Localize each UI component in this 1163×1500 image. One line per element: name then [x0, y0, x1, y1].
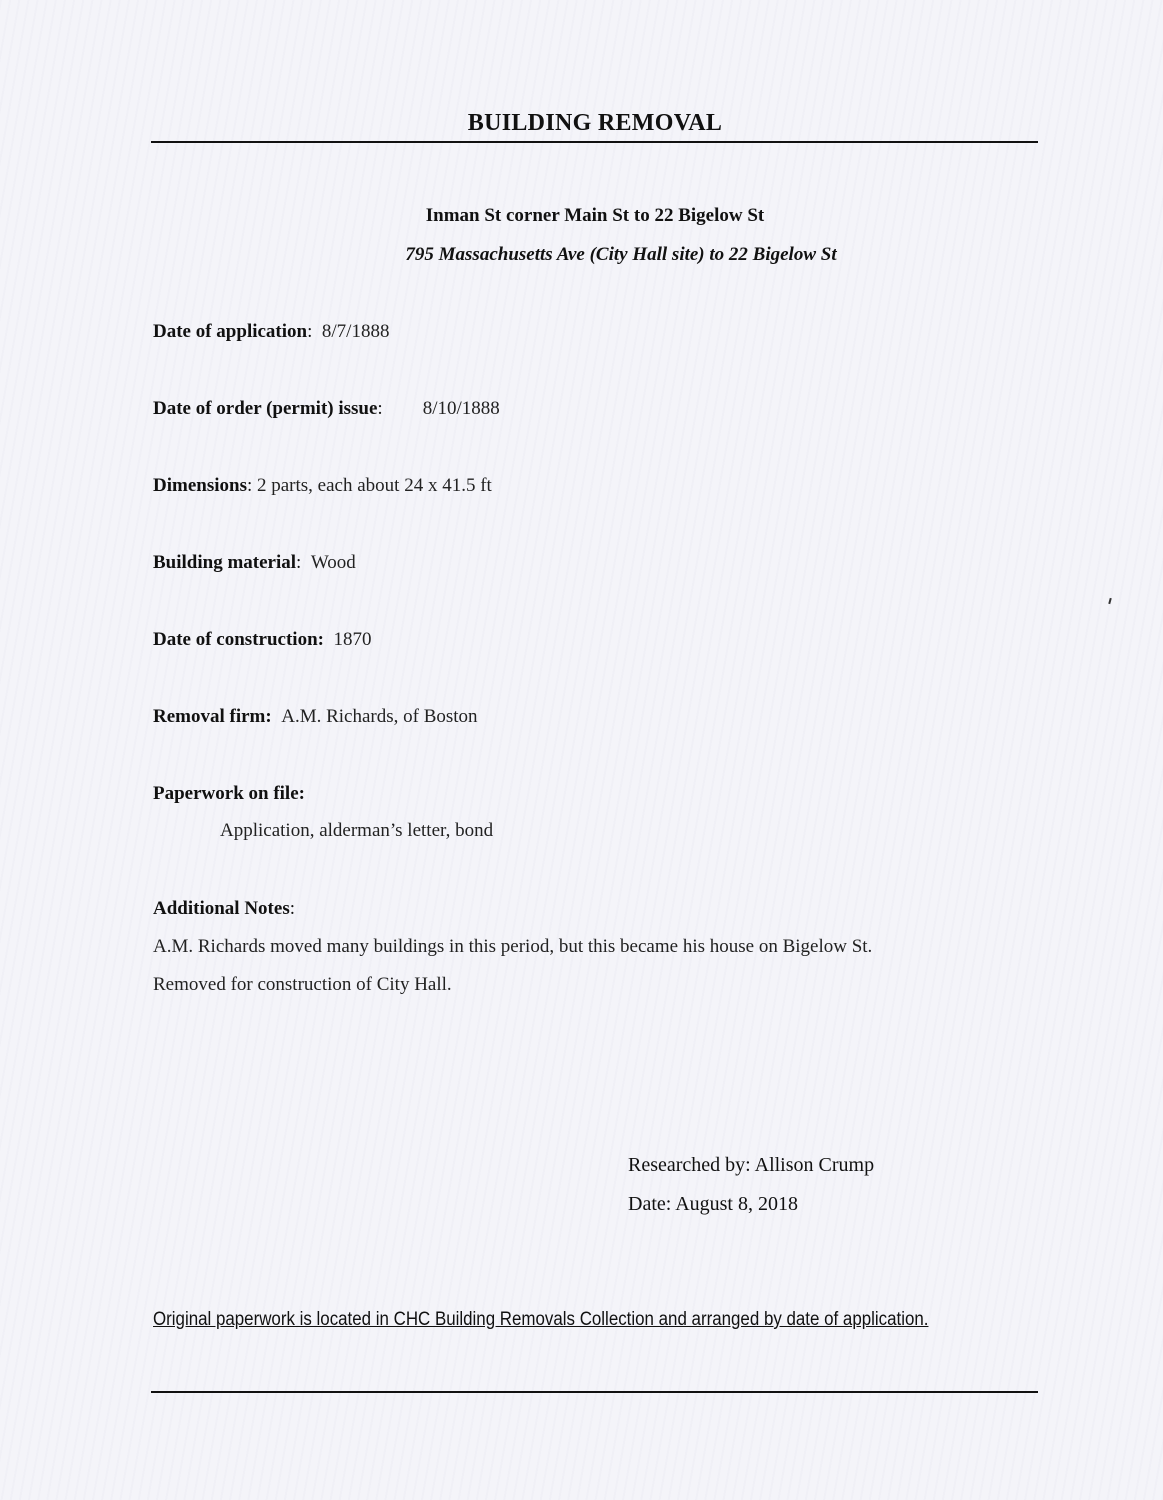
page-title: BUILDING REMOVAL [467, 110, 723, 136]
field-label: Dimensions [153, 475, 247, 496]
field-label: Date of construction: [153, 629, 324, 650]
notes-line: A.M. Richards moved many buildings in this period, but this became his house on Bigelow St. [153, 936, 873, 957]
notes-line: Removed for construction of City Hall. [153, 974, 452, 995]
scan-speck [1108, 598, 1111, 604]
bottom-rule [151, 1391, 1038, 1393]
researched-by: Researched by: Allison Crump [628, 1154, 875, 1176]
field-separator: : [307, 321, 313, 342]
field-value: A.M. Richards, of Boston [281, 706, 478, 727]
field-paperwork-on-file [153, 783, 305, 805]
field-value: 1870 [333, 629, 372, 650]
title-rule [151, 141, 1038, 143]
field-label: Paperwork on file: [153, 783, 305, 804]
research-date: Date: August 8, 2018 [628, 1193, 798, 1215]
footer-note: Original paperwork is located in CHC Building Removals Collection and arranged by date of application. [153, 1309, 929, 1330]
field-date-of-order [153, 398, 500, 420]
field-separator: : [377, 398, 383, 419]
address-main: Inman St corner Main St to 22 Bigelow St [425, 205, 765, 226]
field-additional-notes [153, 898, 295, 920]
field-value: 2 parts, each about 24 x 41.5 ft [257, 475, 492, 496]
field-date-of-application [153, 321, 389, 343]
field-label: Removal firm: [153, 706, 272, 727]
paperwork-value: Application, alderman’s letter, bond [220, 820, 494, 841]
address-alternate: 795 Massachusetts Ave (City Hall site) to 22 Bigelow St [405, 244, 837, 265]
field-separator: : [296, 552, 302, 573]
field-label: Additional Notes [153, 898, 290, 919]
field-value: 8/7/1888 [321, 321, 390, 342]
field-value: Wood [310, 552, 356, 573]
field-date-of-construction [153, 629, 371, 651]
field-value: 8/10/1888 [422, 398, 500, 419]
field-label: Date of order (permit) issue [153, 398, 378, 419]
field-separator: : [289, 898, 295, 919]
field-dimensions [153, 475, 492, 497]
field-label: Date of application [153, 321, 308, 342]
field-building-material [153, 552, 356, 574]
field-separator: : [246, 475, 253, 496]
field-removal-firm [153, 706, 478, 728]
field-label: Building material [153, 552, 297, 573]
